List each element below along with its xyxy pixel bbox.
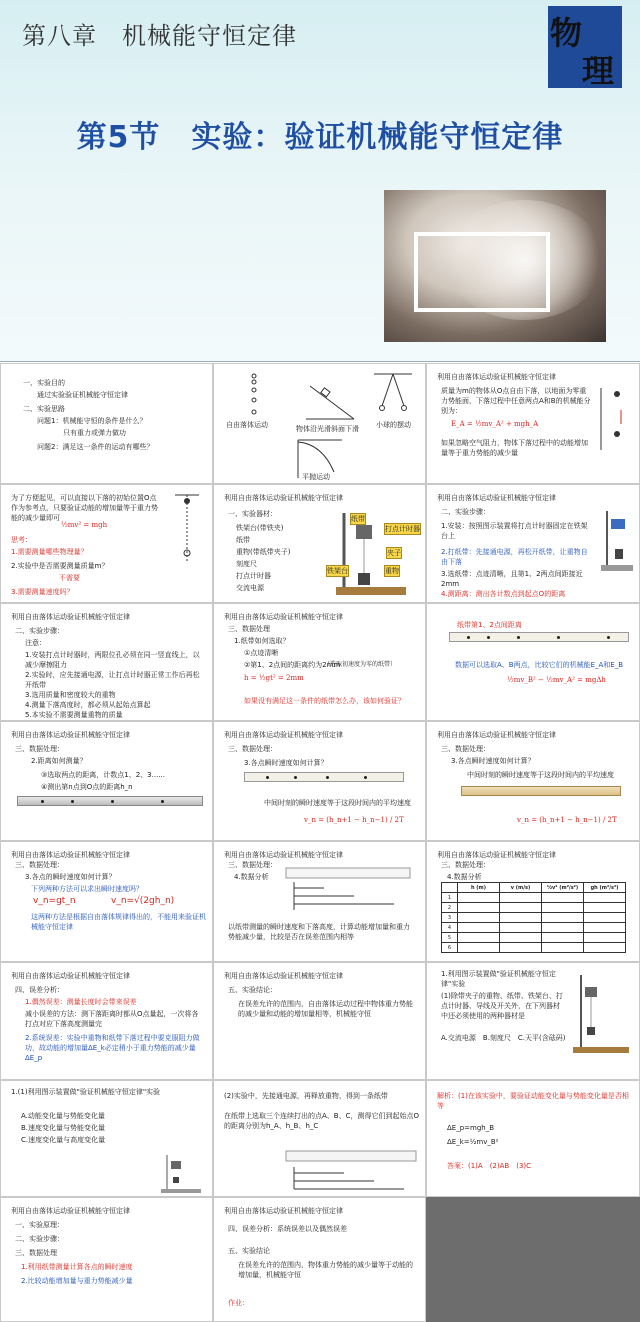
s9-dot: [607, 636, 610, 639]
s23-line-1: 四、误差分析：系统误差以及偶然误差: [228, 1225, 347, 1233]
slide-8: [213, 603, 426, 721]
s11-dot: [326, 776, 329, 779]
slide-6: [426, 484, 640, 603]
s15-col-header: ½v² (m²/s²): [542, 883, 584, 893]
s8-line-5: （选取初速度为零的纸带）: [324, 661, 397, 668]
s17-heading: 利用自由落体运动验证机械能守恒定律: [224, 972, 343, 980]
s22-line-4: 1.利用纸带测量计算各点的瞬时速度: [21, 1263, 133, 1271]
s22-heading: 利用自由落体运动验证机械能守恒定律: [11, 1207, 130, 1215]
s17-line-1: 五、实验结论：: [228, 986, 277, 994]
slide-18: [426, 962, 640, 1080]
s8-line-1: 三、数据处理: [228, 625, 270, 633]
s8-heading: 利用自由落体运动验证机械能守恒定律: [224, 613, 343, 621]
s12-formula: v_n = (h_n+1 − h_n−1) / 2T: [517, 816, 617, 824]
s21-line-2: ΔE_p=mgh_B: [447, 1124, 495, 1132]
s19-line-2: A.动能变化量与势能变化量: [21, 1112, 105, 1120]
s10-line-3: ③选取两点的距离，计数点1、2、3......: [41, 771, 165, 779]
s1-line-1: 一、实验目的: [23, 379, 65, 387]
subject-badge: [548, 6, 622, 88]
s15-row-num: 2: [442, 903, 458, 913]
s5-line-3: 纸带: [236, 536, 250, 544]
s9-formula: ½mv_B² − ½mv_A² = mgΔh: [507, 676, 606, 684]
s20-line-1: (2)实验中，先接通电源，再释放重物，得到一条纸带: [224, 1092, 388, 1100]
badge-char-2: 理: [582, 52, 615, 90]
s7-line-2: 注意：: [25, 639, 46, 647]
s8-line-2: 1.纸带如何选取？: [234, 637, 290, 645]
s12-ruler: [461, 786, 621, 796]
s9-tape: [449, 632, 629, 642]
s15-col-header: h (m): [458, 883, 500, 893]
incline-diagram: [306, 386, 354, 419]
s15-col-header: gh (m²/s²): [584, 883, 626, 893]
slide-16: [0, 962, 213, 1080]
photo-frame: [414, 232, 550, 312]
s6-apparatus-diagram: [597, 505, 637, 575]
slide-7: [0, 603, 213, 721]
slide-1: [0, 363, 213, 484]
slide-2: [213, 363, 426, 484]
s6-line-4: 3.选纸带：点迹清晰，且第1、2两点间距接近2mm: [441, 570, 583, 588]
s13-line-1: 三、数据处理：: [15, 861, 64, 869]
s5-line-6: 打点计时器: [236, 572, 271, 580]
s13-line-3: 下列两种方法可以求出瞬时速度吗？: [31, 885, 143, 893]
s5-line-4: 重物(带纸带夹子): [236, 548, 291, 556]
slide-5: [213, 484, 426, 603]
section-title: 第5节 实验：验证机械能守恒定律: [76, 120, 564, 155]
s2-caption-1: 自由落体运动: [226, 421, 268, 429]
s5-label-1: 纸带: [351, 515, 365, 523]
s10-dot: [41, 800, 44, 803]
s12-line-1: 三、数据处理：: [441, 745, 490, 753]
slide-3: [426, 363, 640, 484]
s15-heading: 利用自由落体运动验证机械能守恒定律: [437, 851, 556, 859]
s10-dot: [111, 800, 114, 803]
s2-caption-4: 平抛运动: [302, 473, 330, 481]
s20-tape-diagram: [284, 1147, 420, 1193]
s21-line-4: 答案：(1)A (2)AB (3)C: [447, 1162, 532, 1170]
s10-dot: [71, 800, 74, 803]
s6-line-3: 2.打纸带：先接通电源，再松开纸带，让重物自由下落: [441, 548, 588, 566]
s15-row-num: 1: [442, 893, 458, 903]
s10-ruler: [17, 796, 203, 806]
s15-row-num: 4: [442, 923, 458, 933]
s3-heading: 利用自由落体运动验证机械能守恒定律: [437, 373, 556, 381]
s15-row-num: 6: [442, 943, 458, 953]
slide-22: [0, 1197, 213, 1322]
s5-apparatus-diagram: [320, 503, 424, 601]
s10-dot: [161, 800, 164, 803]
free-fall-dots: [252, 374, 256, 414]
s16-heading: 利用自由落体运动验证机械能守恒定律: [11, 972, 130, 980]
s5-line-2: 铁架台(带铁夹): [236, 524, 284, 532]
s5-label-4: 重物: [385, 567, 399, 575]
s22-line-5: 2.比较动能增加量与重力势能减少量: [21, 1277, 133, 1285]
s7-heading: 利用自由落体运动验证机械能守恒定律: [11, 613, 130, 621]
s5-heading: 利用自由落体运动验证机械能守恒定律: [224, 494, 343, 502]
s1-line-2: 通过实验验证机械能守恒定律: [37, 391, 128, 399]
s4-line-4: 2.实验中是否需要测量质量m？: [11, 562, 109, 570]
s7-line-4: 2.实验时，应先接通电源，让打点计时器正常工作后再松开纸带: [25, 671, 200, 689]
s3-line-2: 如果忽略空气阻力，物体下落过程中的动能增加量等于重力势能的减少量: [441, 439, 588, 457]
slide-21: [426, 1080, 640, 1197]
slide-9: [426, 603, 640, 721]
s19-line-1: 1.(1)利用图示装置做"验证机械能守恒定律"实验: [11, 1088, 161, 1096]
s8-line-3: ①点迹清晰: [244, 649, 279, 657]
s5-line-5: 刻度尺: [236, 560, 257, 568]
s9-line-1: 纸带第1、2点间距离: [457, 621, 522, 629]
pendulum-diagram: [374, 374, 412, 411]
s14-tape-diagram: [284, 862, 414, 914]
s11-dot: [266, 776, 269, 779]
s3-line-1: 质量为m的物体从O点自由下落，以地面为零重力势能面，下落过程中任意两点A和B的机械能分别为：: [441, 387, 591, 415]
s5-line-7: 交流电源: [236, 584, 264, 592]
s13-line-2: 3.各点的瞬时速度如何计算？: [25, 873, 116, 881]
slide-11: [213, 721, 426, 841]
s10-line-2: 2.距离如何测量？: [31, 757, 87, 765]
s23-line-2: 五、实验结论: [228, 1247, 270, 1255]
s22-line-2: 二、实验步骤：: [15, 1235, 64, 1243]
s9-line-2: 数据可以选取A、B两点，比较它们的机械能E_A和E_B: [455, 661, 624, 669]
slide-13: [0, 841, 213, 962]
slide-14: [213, 841, 426, 962]
s15-col-header: [442, 883, 458, 893]
s11-formula: v_n = (h_n+1 − h_n−1) / 2T: [304, 816, 404, 824]
s15-line-1: 三、数据处理：: [441, 861, 490, 869]
s15-row-num: 5: [442, 933, 458, 943]
slide-20: [213, 1080, 426, 1197]
s3-formula: E_A = ½mv_A² + mgh_A: [451, 420, 539, 428]
s6-line-1: 二、实验步骤：: [441, 508, 490, 516]
s8-line-4: ②第1、2点间的距离约为2mm: [244, 661, 341, 669]
s4-line-2: 思考：: [11, 536, 32, 544]
s7-line-3: 1.安装打点计时器时，两限位孔必须在同一竖直线上，以减少摩擦阻力: [25, 651, 200, 669]
s10-line-4: ④测出第n点到O点的距离h_n: [41, 783, 133, 791]
s18-line-1: 1.利用图示装置做"验证机械能守恒定律"实验: [441, 970, 556, 988]
s5-label-3: 夹子: [387, 549, 401, 557]
s4-line-1: 为了方便起见，可以直接以下落的初始位置O点作为参考点，只要验证动能的增加量等于重力势能的减少量即可: [11, 494, 158, 522]
s11-heading: 利用自由落体运动验证机械能守恒定律: [224, 731, 343, 739]
s18-apparatus-diagram: [567, 969, 637, 1059]
s9-dot: [487, 636, 490, 639]
s13-line-5: v_n=√(2gh_n): [111, 896, 175, 906]
s14-line-2: 4.数据分析: [234, 873, 269, 881]
s7-line-1: 二、实验步骤：: [15, 627, 64, 635]
s15-data-table: [441, 882, 626, 953]
s23-heading: 利用自由落体运动验证机械能守恒定律: [224, 1207, 343, 1215]
slide-4: [0, 484, 213, 603]
s21-line-1: 解析：(1)在该实验中，要验证动能变化量与势能变化量是否相等: [437, 1092, 629, 1110]
s4-line-3: 1.需要测量哪些物理量？: [11, 548, 88, 556]
s1-line-5: 只有重力或弹力做功: [63, 429, 126, 437]
s1-line-4: 问题1：机械能守恒的条件是什么？: [37, 417, 147, 425]
s1-line-3: 二、实验思路: [23, 405, 65, 413]
s5-line-1: 一、实验器材：: [228, 510, 277, 518]
s16-line-3: 减小误差的方法：测下落距离时都从O点量起，一次将各打点对应下落高度测量完: [25, 1010, 199, 1028]
s2-caption-2: 物体沿光滑斜面下滑: [296, 425, 359, 433]
s7-line-5: 3.选用质量和密度较大的重物: [25, 691, 116, 699]
s5-label-2: 打点计时器: [385, 525, 420, 533]
s9-dot: [467, 636, 470, 639]
s19-apparatus-diagram: [157, 1151, 207, 1195]
s8-line-6: 如果没有满足这一条件的纸带怎么办，该如何验证？: [244, 697, 405, 705]
s11-dot: [294, 776, 297, 779]
title-slide: [0, 0, 640, 362]
s4-formula: ½mv² = mgh: [61, 521, 108, 529]
s7-line-6: 4.测量下落高度时，都必须从起始点算起: [25, 701, 151, 709]
s11-line-1: 三、数据处理：: [228, 745, 277, 753]
s8-formula: h = ½gt² = 2mm: [244, 674, 304, 682]
s14-heading: 利用自由落体运动验证机械能守恒定律: [224, 851, 343, 859]
s22-line-3: 三、数据处理: [15, 1249, 57, 1257]
s12-line-2: 3.各点瞬时速度如何计算？: [451, 757, 535, 765]
s16-line-1: 四、误差分析：: [15, 986, 64, 994]
s15-col-header: v (m/s): [500, 883, 542, 893]
s21-line-3: ΔE_k=½mv_B²: [447, 1138, 499, 1146]
s4-line-5: 不需要: [59, 574, 80, 582]
s10-heading: 利用自由落体运动验证机械能守恒定律: [11, 731, 130, 739]
s18-line-2: (1)除带夹子的重物、纸带、铁架台、打点计时器、导线及开关外，在下列器材中还必须使用的两种器材是: [441, 992, 563, 1020]
s6-heading: 利用自由落体运动验证机械能守恒定律: [437, 494, 556, 502]
s4-fall-diagram: [165, 493, 211, 573]
s19-line-3: B.速度变化量与势能变化量: [21, 1124, 106, 1132]
s3-fall-diagram: [593, 384, 637, 454]
slide-23: [213, 1197, 426, 1322]
s13-line-6: 这两种方法是根据自由落体规律得出的，不能用来验证机械能守恒定律: [31, 913, 206, 931]
badge-char-1: 物: [550, 14, 583, 52]
s16-line-4: 2.系统误差：实验中重物和纸带下落过程中要克服阻力做功，故动能的增加量ΔE_k必定稍小于重力势能的减少量ΔE_p: [25, 1034, 200, 1062]
blank-gray-panel: [426, 1197, 640, 1322]
s17-line-2: 在误差允许的范围内，自由落体运动过程中物体重力势能的减少量和动能的增加量相等，机械能守恒: [238, 1000, 413, 1018]
s12-line-3: 中间时刻的瞬时速度等于这段时间内的平均速度: [467, 771, 614, 779]
s2-caption-3: 小球的摆动: [376, 421, 411, 429]
s20-line-2: 在纸带上选取三个连续打出的点A、B、C，测得它们到起始点O的距离分别为h_A、h_B、h_C: [224, 1112, 419, 1130]
s9-dot: [557, 636, 560, 639]
chapter-title: 第八章 机械能守恒定律: [22, 22, 297, 50]
s14-line-3: 以纸带测量的瞬时速度和下落高度，计算动能增加量和重力势能减少量，比较是否在误差范围内相等: [228, 923, 410, 941]
waterfall-photo: [384, 190, 606, 342]
s4-line-6: 3.需要测量速度吗？: [11, 588, 74, 596]
s16-line-2: 1.偶然误差：测量长度时会带来误差: [25, 998, 137, 1006]
s11-line-2: 3.各点瞬时速度如何计算？: [244, 759, 328, 767]
slide-12: [426, 721, 640, 841]
s9-dot: [517, 636, 520, 639]
s6-line-5: 4.测距离：测出各计数点到起点O的距离: [441, 590, 566, 598]
s18-line-3: A.交流电源 B.刻度尺 C.天平(含砝码): [441, 1034, 566, 1042]
slide-17: [213, 962, 426, 1080]
slide-15: [426, 841, 640, 962]
s19-line-4: C.速度变化量与高度变化量: [21, 1136, 106, 1144]
s15-row-num: 3: [442, 913, 458, 923]
s6-line-2: 1.安装：按照图示装置将打点计时器固定在铁架台上: [441, 522, 588, 540]
s14-line-1: 三、数据处理：: [228, 861, 277, 869]
s23-line-3: 作业：: [228, 1299, 249, 1307]
s12-heading: 利用自由落体运动验证机械能守恒定律: [437, 731, 556, 739]
s10-line-1: 三、数据处理：: [15, 745, 64, 753]
s13-line-4: v_n=gt_n: [33, 896, 76, 906]
s7-line-7: 5.本实验不需要测量重物的质量: [25, 711, 123, 719]
slide-10: [0, 721, 213, 841]
s13-heading: 利用自由落体运动验证机械能守恒定律: [11, 851, 130, 859]
s22-line-1: 一、实验原理：: [15, 1221, 64, 1229]
s11-dot: [364, 776, 367, 779]
s1-line-6: 问题2：满足这一条件的运动有哪些？: [37, 443, 154, 451]
s5-label-5: 铁架台: [327, 567, 348, 575]
s15-line-2: 4.数据分析: [447, 873, 482, 881]
s23-line-4: 在误差允许的范围内，物体重力势能的减少量等于动能的增加量，机械能守恒: [238, 1261, 413, 1279]
s11-line-3: 中间时刻的瞬时速度等于这段时间内的平均速度: [264, 799, 411, 807]
slide-19: [0, 1080, 213, 1197]
